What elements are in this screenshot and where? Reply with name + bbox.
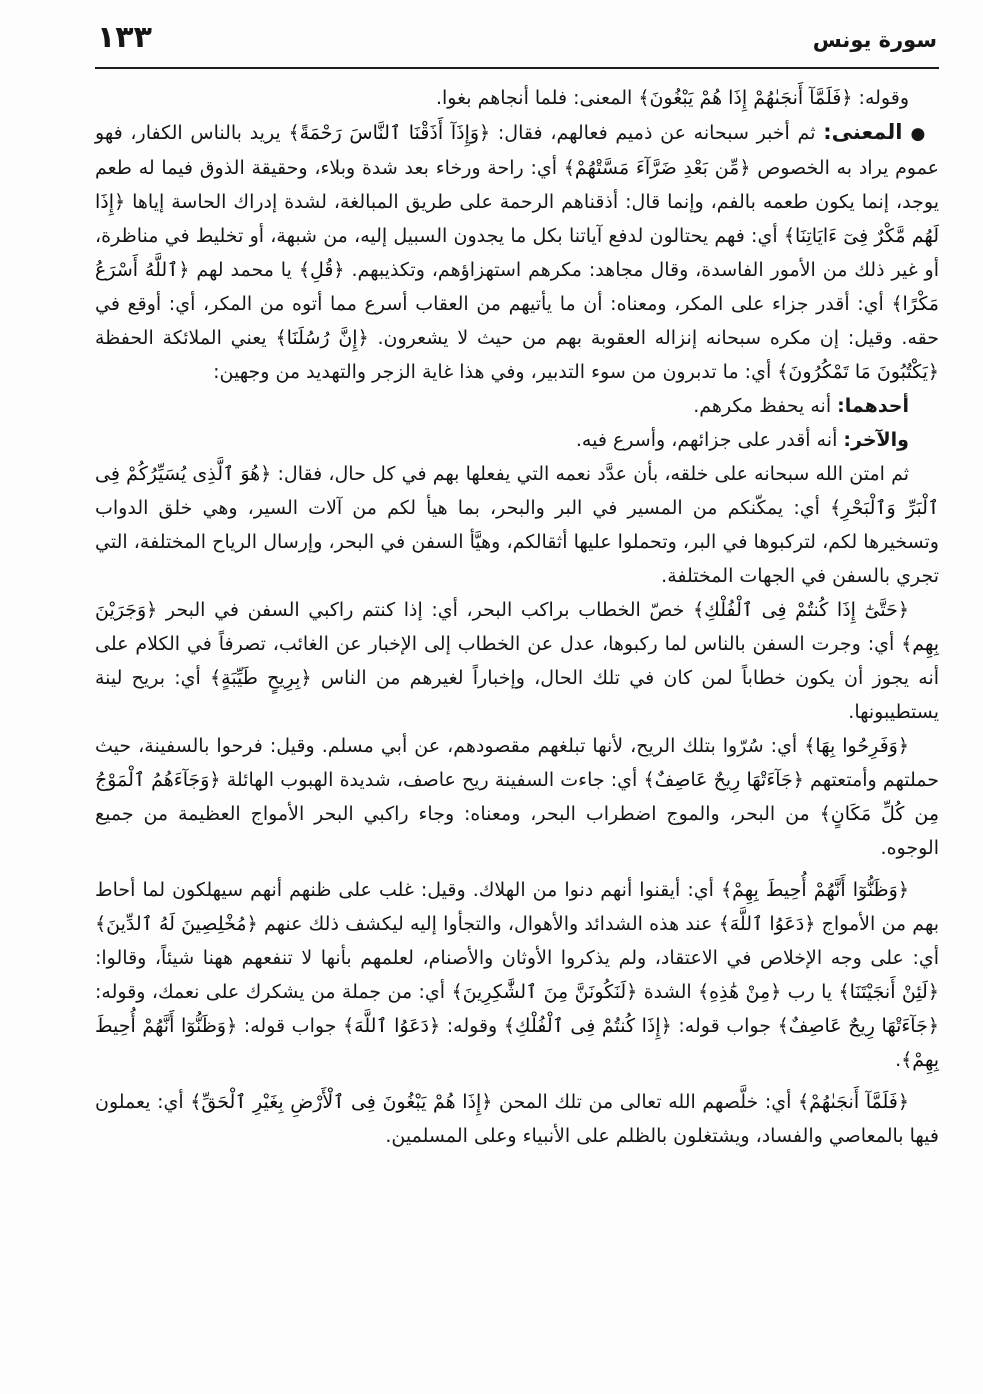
paragraph [95, 115, 939, 389]
commentary-text-run: أي: ما تدبرون من سوء التدبير، وفي هذا غاية الزجر والتهديد من وجهين: [213, 361, 778, 383]
commentary-text-run: وقوله: [852, 87, 909, 109]
quran-verse-quote: ﴿جَآءَتْهَا رِيحٌ عَاصِفٌ﴾ [777, 1015, 939, 1037]
commentary-text-run: المعنى: فلما أنجاهم بغوا. [435, 87, 639, 109]
paragraph [95, 423, 939, 457]
quran-verse-quote: ﴿بِرِيحٍ طَيِّبَةٍ﴾ [210, 667, 312, 689]
quran-verse-quote: ﴿لَئِنْ أَنجَيْتَنَا﴾ [838, 981, 939, 1003]
quran-verse-quote: ﴿لَنَكُونَنَّ مِنَ ٱلشَّٰكِرِينَ﴾ [451, 981, 638, 1003]
commentary-text-run: خصّ الخطاب براكب البحر، أي: إذا كنتم راكبي السفن في البحر [157, 599, 694, 621]
quran-verse-quote: ﴿فَلَمَّآ أَنجَىٰهُمْ﴾ [798, 1091, 909, 1113]
quran-verse-quote: ﴿جَآءَتْهَا رِيحٌ عَاصِفٌ﴾ [643, 769, 804, 791]
running-header [95, 20, 939, 64]
quran-verse-quote: ﴿مِّن بَعْدِ ضَرَّآءَ مَسَّتْهُمْ﴾ [563, 157, 751, 179]
paragraph [95, 389, 939, 423]
quran-verse-quote: ﴿وَفَرِحُوا بِهَا﴾ [804, 735, 909, 757]
commentary-text-run: أي: فهم يحتالون لدفع آياتنا بكل ما يجدون السبيل إليه، من شبهة، أو تخليط في مناظرة، أو غير ذلك من الأمور الفاسدة، وقال مجاهد: مكرهم استهزاؤهم، وتكذيبهم. [95, 225, 939, 281]
page-number: ١٣٣ [97, 20, 152, 55]
commentary-text-run: أي: راحة ورخاء بعد شدة وبلاء، وحقيقة الذوق فيما له طعم يوجد، إنما يكون طعمه بالفم، وإنما قال: أذقناهم الرحمة على طريق المبالغة، لشدة إدراك الحاسة إياها [95, 157, 939, 213]
commentary-text-run: أي: يعملون فيها بالمعاصي والفساد، ويشتغلون بالظلم على الأنبياء وعلى المسلمين. [95, 1091, 939, 1147]
commentary-text-run: وقوله: [440, 1015, 504, 1037]
commentary-text-run: أي: أقدر جزاء على المكر، ومعناه: أن ما يأتيهم من العقاب أسرع مما أتوه من المكر، أي: أوقع في حقه. وقيل: إن مكره سبحانه إنزاله العقوبة بهم من حيث لا يشعرون. [95, 293, 939, 349]
commentary-text-run: أي: يمكّنكم من المسير في البر والبحر، بما هيأ لكم من آلات السير، وهي خلق الدواب وتسخيرها لكم، لتركبوها في البر، وتحملوا عليها أثقالكم، وهيَّأ السفن في البحر، وإرسال الرياح المختلفة، التي تجري بالسفن في الجهات المختلفة. [95, 497, 939, 587]
commentary-text-run: جواب قوله: [671, 1015, 778, 1037]
commentary-text-run: أي: سُرّوا بتلك الريح، لأنها تبلغهم مقصودهم، عن أبي مسلم. وقيل: فرحوا بالسفينة، حيث حملتهم وأمتعتهم [95, 735, 939, 791]
commentary-text-run: من البحر، والموج اضطراب البحر، ومعناه: وجاء راكبي البحر الأمواج العظيمة من جميع الوجوه. [95, 803, 939, 859]
surah-title: سورة يونس [812, 28, 937, 52]
commentary-text-run: أي: وجرت السفن بالناس لما ركبوها، عدل عن الخطاب إلى الإخبار عن الغائب، تصرفاً في الكلام على أنه يجوز أن يكون خطاباً لمن كان في تلك الحال، وإخباراً لغيرهم من الناس [95, 633, 940, 689]
paragraph [95, 1085, 939, 1153]
quran-verse-quote: ﴿ٱللَّهُ أَسْرَعُ مَكْرًا﴾ [95, 259, 939, 315]
quran-verse-quote: ﴿حَتَّىٰٓ إِذَا كُنتُمْ فِى ٱلْفُلْكِ﴾ [693, 599, 910, 621]
commentary-text-run: أي: بريح لينة يستطيبونها. [95, 667, 939, 723]
commentary-body [95, 81, 939, 1153]
paragraph [95, 729, 939, 865]
quran-verse-quote: ﴿يَكْتُبُونَ مَا تَمْكُرُونَ﴾ [777, 361, 939, 383]
quran-verse-quote: ﴿وَظَنُّوٓا أَنَّهُمْ أُحِيطَ بِهِمْ﴾ [95, 1015, 939, 1071]
section-bullet: ● [910, 124, 927, 144]
commentary-text-run: جواب قوله: [237, 1015, 343, 1037]
quran-verse-quote: ﴿وَظَنُّوٓا أَنَّهُمْ أُحِيطَ بِهِمْ﴾ [720, 879, 909, 901]
section-heading: المعنى: [823, 120, 903, 144]
quran-verse-quote: ﴿مُخْلِصِينَ لَهُ ٱلدِّينَ﴾ [95, 913, 258, 935]
point-label: أحدهما: [837, 395, 909, 417]
commentary-text-run: أنه يحفظ مكرهم. [693, 395, 838, 417]
quran-verse-quote: ﴿إِذَا هُمْ يَبْغُونَ فِى ٱلْأَرْضِ بِغَيْرِ ٱلْحَقِّ﴾ [190, 1091, 493, 1113]
commentary-text-run: يا رب [781, 981, 839, 1003]
commentary-text-run: عند هذه الشدائد والأهوال، والتجأوا إليه ليكشف ذلك عنهم [257, 913, 719, 935]
commentary-text-run: أي: خلَّصهم الله تعالى من تلك المحن [492, 1091, 799, 1113]
quran-verse-quote: ﴿هُوَ ٱلَّذِى يُسَيِّرُكُمْ فِى ٱلْبَرِّ وَٱلْبَحْرِ﴾ [95, 463, 939, 519]
quran-verse-quote: ﴿إِذَا لَهُم مَّكْرٌ فِىٓ ءَايَاتِنَا﴾ [95, 191, 939, 247]
paragraph [95, 81, 939, 115]
quran-verse-quote: ﴿إِذَا كُنتُمْ فِى ٱلْفُلْكِ﴾ [503, 1015, 672, 1037]
header-rule [95, 67, 939, 69]
paragraph [95, 457, 939, 593]
quran-verse-quote: ﴿دَعَوُا ٱللَّهَ﴾ [343, 1015, 441, 1037]
commentary-text-run: يعني الملائكة الحفظة [95, 327, 276, 349]
commentary-text-run: أي: جاءت السفينة ريح عاصف، شديدة الهبوب الهائلة [220, 769, 644, 791]
commentary-text-run: . [895, 1049, 902, 1071]
commentary-text-run: الشدة [637, 981, 699, 1003]
quran-verse-quote: ﴿فَلَمَّآ أَنجَىٰهُمْ إِذَا هُمْ يَبْغُونَ﴾ [638, 87, 853, 109]
quran-verse-quote: ﴿قُلِ﴾ [298, 259, 345, 281]
commentary-text-run: يريد بالناس الكفار، فهو عموم يراد به الخصوص [95, 122, 940, 179]
point-label: والآخر: [843, 429, 909, 451]
quran-verse-quote: ﴿إِنَّ رُسُلَنَا﴾ [275, 327, 369, 349]
paragraph [95, 873, 939, 1077]
quran-verse-quote: ﴿دَعَوُا ٱللَّهَ﴾ [718, 913, 816, 935]
commentary-text-run: أي: على وجه الإخلاص في الاعتقاد، ولم يذكروا الأوثان والأصنام، لعلمهم بأنها لا تنفعهم ههنا شيئاً، وقالوا: [95, 947, 939, 969]
paragraph [95, 593, 939, 729]
commentary-text-run: يا محمد لهم [189, 259, 299, 281]
quran-verse-quote: ﴿وَجَرَيْنَ بِهِم﴾ [95, 599, 939, 655]
quran-verse-quote: ﴿مِنْ هَٰذِهِ﴾ [698, 981, 782, 1003]
commentary-text-run: ثم أخبر سبحانه عن ذميم فعالهم، فقال: [490, 122, 824, 144]
quran-verse-quote: ﴿وَجَآءَهُمُ ٱلْمَوْجُ مِن كُلِّ مَكَانٍ﴾ [95, 769, 939, 825]
quran-verse-quote: ﴿وَإِذَآ أَذَقْنَا ٱلنَّاسَ رَحْمَةً﴾ [288, 122, 491, 144]
commentary-text-run: أي: من جملة من يشكرك على نعمك، وقوله: [95, 981, 452, 1003]
commentary-text-run: أنه أقدر على جزائهم، وأسرع فيه. [575, 429, 844, 451]
commentary-text-run: أي: أيقنوا أنهم دنوا من الهلاك. وقيل: غلب على ظنهم أنهم سيهلكون لما أحاط بهم من الأمواج [95, 879, 940, 935]
commentary-text-run: ثم امتن الله سبحانه على خلقه، بأن عدَّد نعمه التي يفعلها بهم في كل حال، فقال: [271, 463, 910, 485]
